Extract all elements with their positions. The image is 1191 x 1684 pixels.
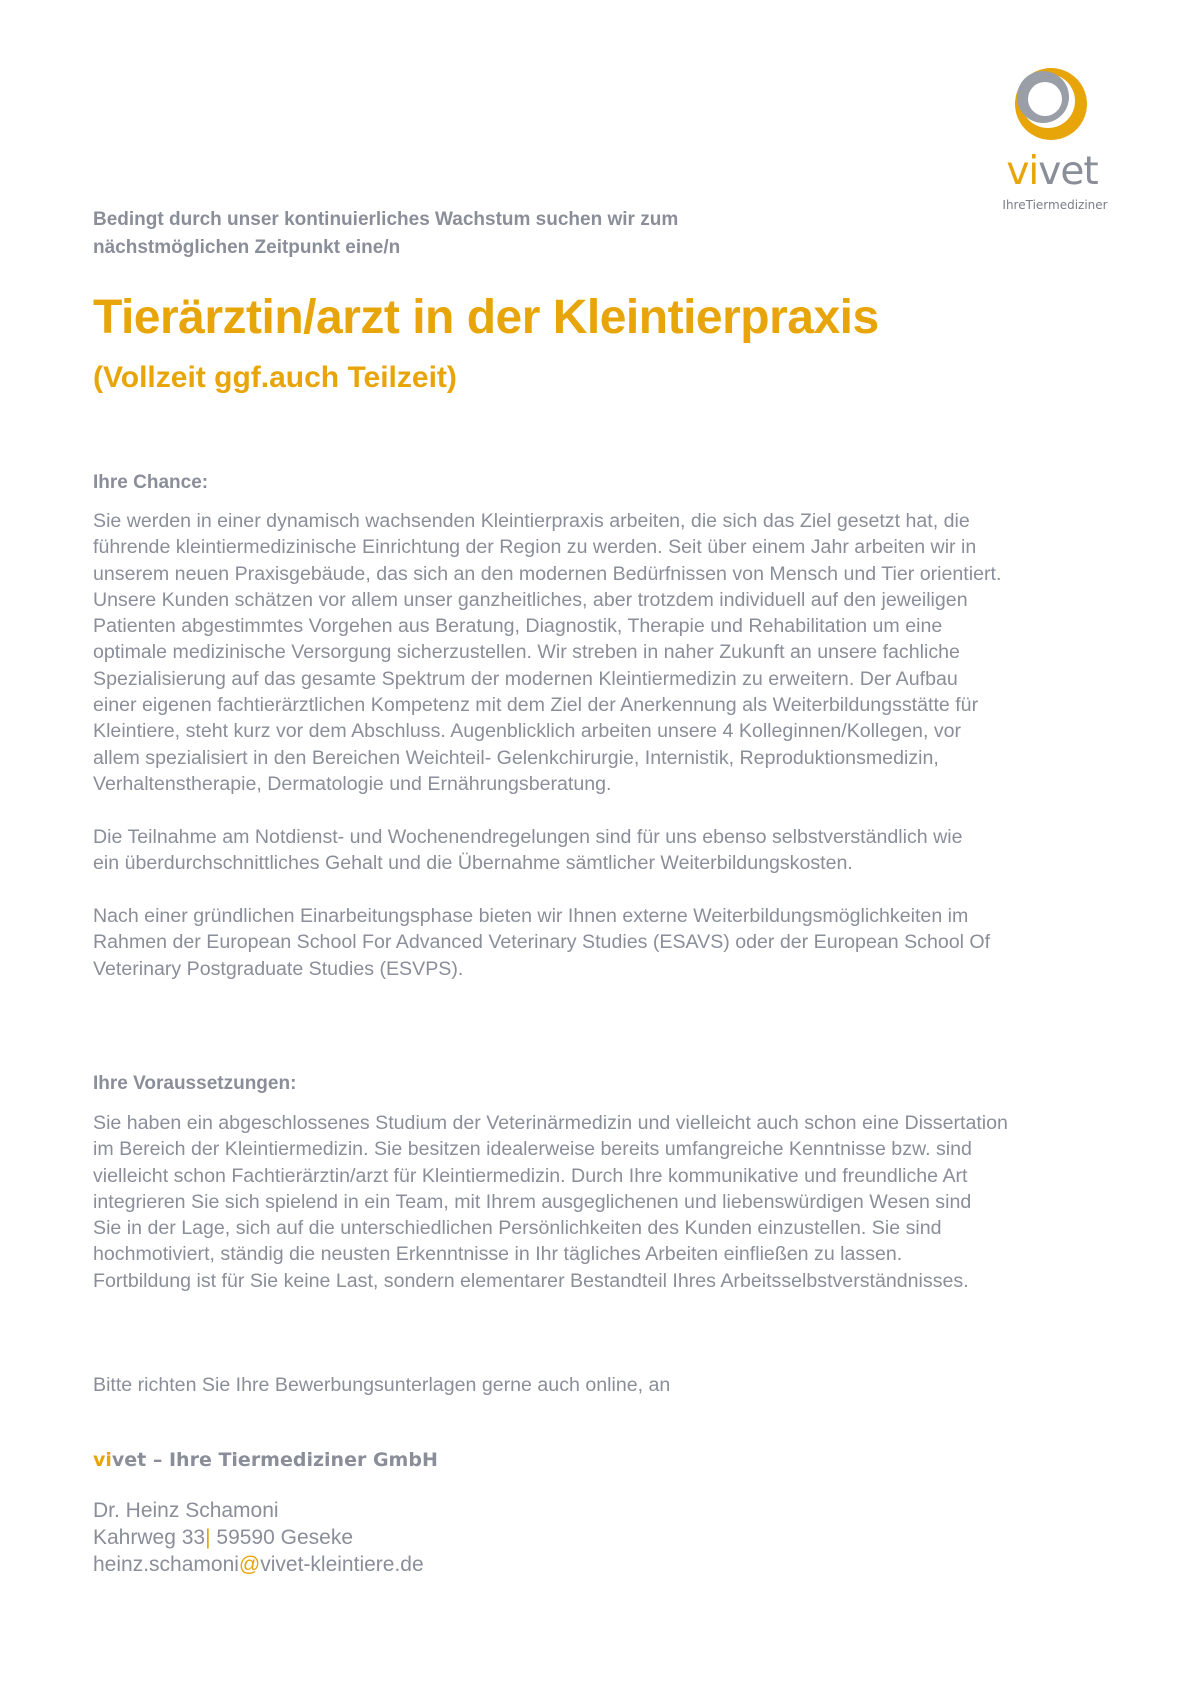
chance-paragraph-2 xyxy=(93,824,1103,877)
text-line: führende kleintiermedizinische Einrichtung der Region zu werden. Seit über einem Jahr arbeiten wir in xyxy=(93,536,977,559)
intro-text xyxy=(93,206,793,262)
intro-line: Bedingt durch unser kontinuierliches Wachstum suchen wir zum xyxy=(93,209,679,230)
intro-line: nächstmöglichen Zeitpunkt eine/n xyxy=(93,237,401,258)
text-line: Kleintiere, steht kurz vor dem Abschluss. Augenblicklich arbeiten unsere 4 Kolleginnen/Kollegen, vor xyxy=(93,720,962,743)
job-title: Tierärztin/arzt in der Kleintierpraxis xyxy=(93,291,879,344)
vivet-logo xyxy=(975,60,1115,220)
text-line: Patienten abgestimmtes Vorgehen aus Beratung, Diagnostik, Therapie und Rehabilitation um eine xyxy=(93,615,943,638)
text-line: Unsere Kunden schätzen vor allem unser ganzheitliches, aber trotzdem individuell auf den jeweiligen xyxy=(93,588,968,611)
text-line: Spezialisierung auf das gesamte Spektrum der modernen Kleintiermedizin zu erweitern. Der Aufbau xyxy=(93,667,958,690)
chance-paragraph-3 xyxy=(93,903,1103,982)
contact-address xyxy=(93,1524,424,1551)
contact-city: 59590 Geseke xyxy=(216,1526,353,1549)
vivet-ring-icon xyxy=(1005,60,1095,150)
requirements-paragraph xyxy=(93,1110,1103,1294)
text-line: Nach einer gründlichen Einarbeitungsphase bieten wir Ihnen externe Weiterbildungsmöglichkeiten im xyxy=(93,905,969,927)
text-line: Sie haben ein abgeschlossenes Studium der Veterinärmedizin und vielleicht auch schon eine Dissertation xyxy=(93,1112,1008,1134)
logo-wordmark: vivet xyxy=(1006,149,1098,194)
text-line: ein überdurchschnittliches Gehalt und die Übernahme sämtlicher Weiterbildungskosten. xyxy=(93,852,853,875)
text-line: Sie in der Lage, sich auf die unterschiedlichen Persönlichkeiten des Kunden einzustellen. Sie sind xyxy=(93,1217,942,1240)
text-line: allem spezialisiert in den Bereichen Weichteil- Gelenkchirurgie, Internistik, Reproduktionsmedizin, xyxy=(93,746,939,769)
text-line: unserem neuen Praxisgebäude, das sich an den modernen Bedürfnissen von Mensch und Tier orientiert. xyxy=(93,562,1002,585)
section-heading-requirements: Ihre Voraussetzungen: xyxy=(93,1073,297,1094)
company-name: vivet – Ihre Tiermediziner GmbH xyxy=(93,1449,438,1471)
address-separator: | xyxy=(205,1526,211,1549)
text-line: Sie werden in einer dynamisch wachsenden Kleintierpraxis arbeiten, die sich das Ziel gesetzt hat, die xyxy=(93,510,970,532)
job-subtitle: (Vollzeit ggf.auch Teilzeit) xyxy=(93,361,457,394)
text-line: einer eigenen fachtierärztlichen Kompetenz mit dem Ziel der Anerkennung als Weiterbildungsstätte für xyxy=(93,694,979,717)
contact-block xyxy=(93,1497,424,1578)
text-line: im Bereich der Kleintiermedizin. Sie besitzen idealerweise bereits umfangreiche Kenntnisse bzw. sind xyxy=(93,1138,972,1161)
text-line: Rahmen der European School For Advanced Veterinary Studies (ESAVS) oder der European School Of xyxy=(93,931,991,954)
contact-name: Dr. Heinz Schamoni xyxy=(93,1499,279,1522)
logo-tagline: IhreTiermediziner xyxy=(1002,198,1108,212)
text-line: Die Teilnahme am Notdienst- und Wochenendregelungen sind für uns ebenso selbstverständlich wie xyxy=(93,826,963,848)
text-line: Veterinary Postgraduate Studies (ESVPS). xyxy=(93,957,464,980)
application-note xyxy=(93,1372,1103,1398)
contact-street: Kahrweg 33 xyxy=(93,1526,206,1549)
section-heading-chance: Ihre Chance: xyxy=(93,472,209,493)
text-line: vielleicht schon Fachtierärztin/arzt für Kleintiermedizin. Durch Ihre kommunikative und freundliche Art xyxy=(93,1164,968,1187)
text-line: Fortbildung ist für Sie keine Last, sondern elementarer Bestandteil Ihres Arbeitsselbstverständnisses. xyxy=(93,1269,969,1292)
contact-email[interactable]: heinz.schamoni@vivet-kleintiere.de xyxy=(93,1553,424,1576)
text-line: integrieren Sie sich spielend in ein Team, mit Ihrem ausgeglichenen und liebenswürdigen Wesen sind xyxy=(93,1190,972,1213)
text-line: Verhaltenstherapie, Dermatologie und Ernährungsberatung. xyxy=(93,772,612,795)
text-line: Bitte richten Sie Ihre Bewerbungsunterlagen gerne auch online, an xyxy=(93,1374,671,1396)
chance-paragraph-1 xyxy=(93,508,1103,797)
text-line: hochmotiviert, ständig die neusten Erkenntnisse in Ihr tägliches Arbeiten einfließen zu lassen. xyxy=(93,1243,903,1266)
text-line: optimale medizinische Versorgung sicherzustellen. Wir streben in naher Zukunft an unsere fachliche xyxy=(93,641,960,664)
